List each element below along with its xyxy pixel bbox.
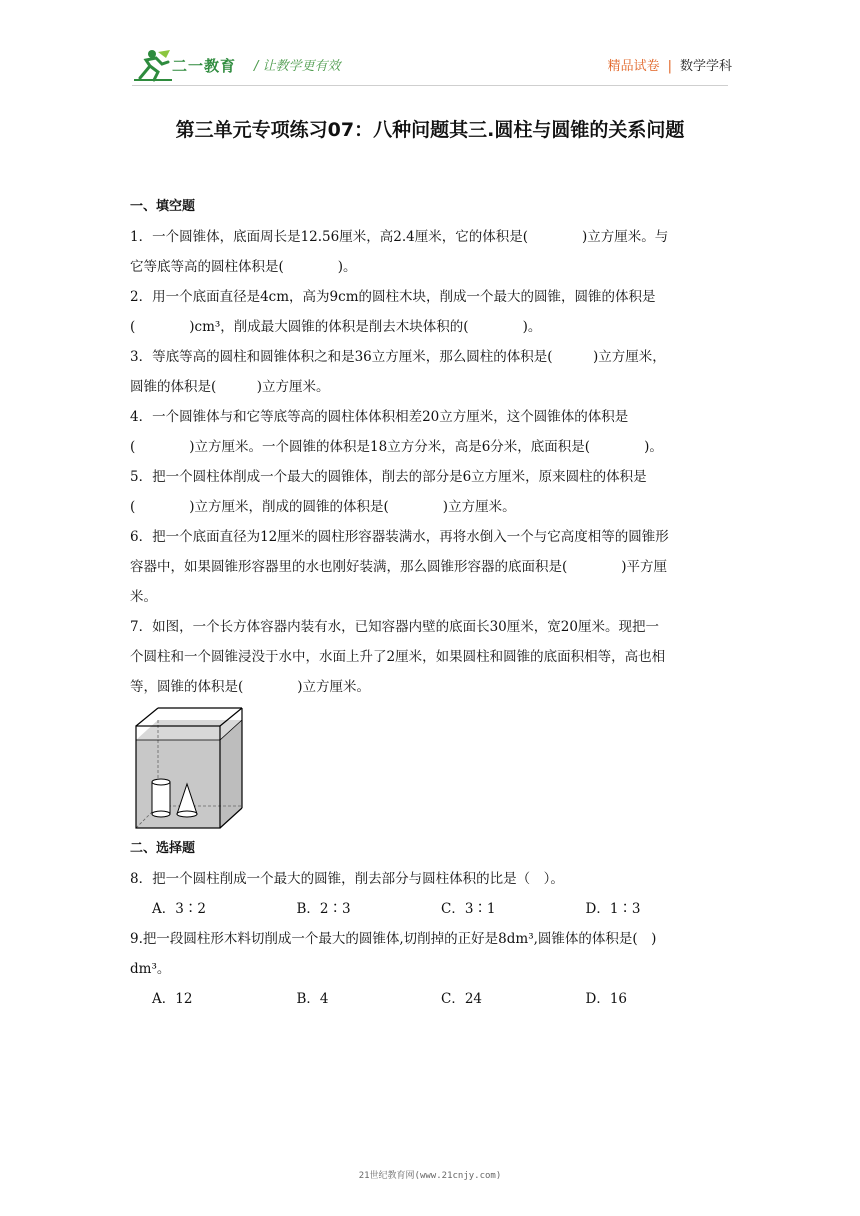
- header-tag-quality: 精品试卷: [607, 59, 660, 74]
- question-line: 2．用一个底面直径是4cm，高为9cm的圆柱木块，削成一个最大的圆锥，圆锥的体积是: [130, 289, 656, 305]
- cylinder-bottom: [152, 811, 170, 817]
- question-line: ( )立方厘米，削成的圆锥的体积是( )立方厘米。: [130, 499, 516, 515]
- container-figure: [130, 702, 730, 834]
- question-8-options: [130, 894, 730, 924]
- question-line: 9.把一段圆柱形木料切削成一个最大的圆锥体,切削掉的正好是8dm³,圆锥体的体积是( ): [130, 931, 657, 947]
- page-title: 第三单元专项练习07：八种问题其三.圆柱与圆锥的关系问题: [175, 119, 685, 141]
- slogan: / 让教学更有效: [254, 59, 341, 74]
- option-c[interactable]: C．3∶1: [441, 901, 496, 917]
- header-divider: [132, 85, 728, 86]
- section-title-choice: 二、选择题: [130, 841, 196, 856]
- question-2: [130, 282, 730, 342]
- question-4: [130, 402, 730, 462]
- cylinder-top: [152, 779, 170, 785]
- question-line: 容器中，如果圆锥形容器里的水也刚好装满，那么圆锥形容器的底面积是( )平方厘: [130, 559, 668, 575]
- question-line: ( )立方厘米。一个圆锥的体积是18立方分米，高是6分米，底面积是( )。: [130, 439, 663, 455]
- question-line: 圆锥的体积是( )立方厘米。: [130, 379, 330, 395]
- option-d[interactable]: D．16: [585, 991, 628, 1007]
- question-line: 7．如图，一个长方体容器内装有水，已知容器内壁的底面长30厘米，宽20厘米。现把一: [130, 619, 659, 635]
- option-a[interactable]: A．12: [152, 991, 193, 1007]
- question-9: [130, 924, 730, 984]
- header-separator: |: [667, 59, 672, 74]
- question-line: 4．一个圆锥体与和它等底等高的圆柱体体积相差20立方厘米，这个圆锥体的体积是: [130, 409, 629, 425]
- question-line: 5．把一个圆柱体削成一个最大的圆锥体，削去的部分是6立方厘米，原来圆柱的体积是: [130, 469, 647, 485]
- question-8: 8．把一个圆柱削成一个最大的圆锥，削去部分与圆柱体积的比是（ ）。: [130, 871, 564, 887]
- question-line: ( )cm³，削成最大圆锥的体积是削去木块体积的( )。: [130, 319, 542, 335]
- question-1: [130, 222, 730, 282]
- header-tag-subject: 数学学科: [679, 59, 732, 74]
- question-line: 3．等底等高的圆柱和圆锥体积之和是36立方厘米，那么圆柱的体积是( )立方厘米，: [130, 349, 666, 365]
- worksheet-content: [130, 192, 730, 1014]
- question-6: [130, 522, 730, 612]
- cone-base: [177, 811, 197, 817]
- question-line: 1．一个圆锥体，底面周长是12.56厘米，高2.4厘米，它的体积是( )立方厘米。与: [130, 229, 669, 245]
- question-line: 等，圆锥的体积是( )立方厘米。: [130, 679, 371, 695]
- header-right: [608, 55, 732, 74]
- option-c[interactable]: C．24: [441, 991, 483, 1007]
- question-9-options: [130, 984, 730, 1014]
- question-line: 6．把一个底面直径为12厘米的圆柱形容器装满水，再将水倒入一个与它高度相等的圆锥形: [130, 529, 669, 545]
- question-5: [130, 462, 730, 522]
- option-a[interactable]: A．3∶2: [152, 901, 206, 917]
- option-b[interactable]: B．2∶3: [296, 901, 351, 917]
- page-header: [132, 48, 732, 84]
- question-line: 它等底等高的圆柱体积是( )。: [130, 259, 357, 275]
- page-footer: 21世纪教育网(www.21cnjy.com): [358, 1171, 502, 1181]
- option-d[interactable]: D．1∶3: [585, 901, 641, 917]
- logo-text: 二一教育: [172, 57, 237, 75]
- cylinder-body: [152, 782, 170, 814]
- option-b[interactable]: B．4: [296, 991, 329, 1007]
- section-title-fill: 一、填空题: [130, 199, 196, 214]
- box-with-cylinder-and-cone-icon: [132, 706, 246, 832]
- question-line: 米。: [130, 589, 157, 605]
- question-line: 个圆柱和一个圆锥浸没于水中，水面上升了2厘米，如果圆柱和圆锥的底面积相等，高也相: [130, 649, 666, 665]
- question-3: [130, 342, 730, 402]
- question-7: [130, 612, 730, 702]
- question-line: dm³。: [130, 961, 171, 977]
